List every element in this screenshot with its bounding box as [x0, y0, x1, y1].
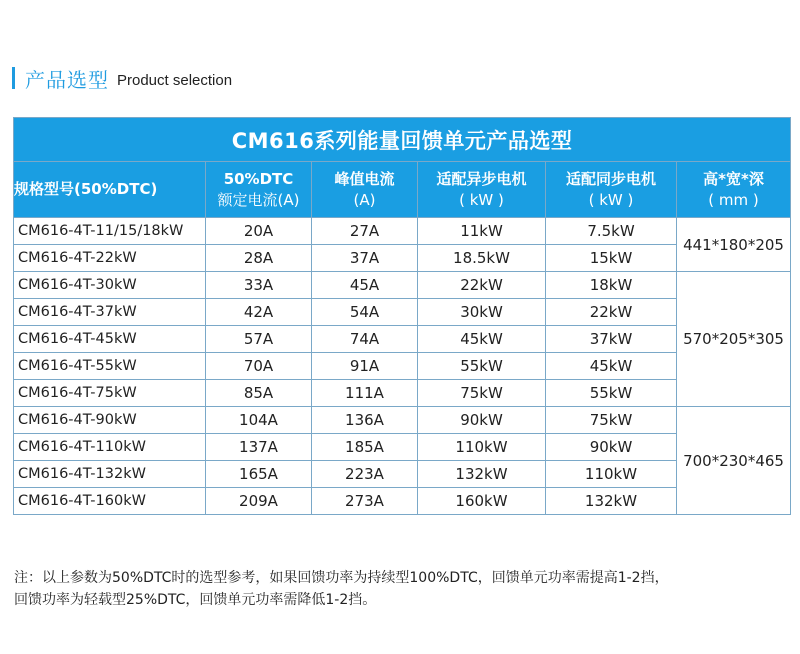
col-header-sublabel: (A) — [353, 190, 376, 209]
cell-model: CM616-4T-90kW — [14, 407, 206, 434]
cell-async-motor: 22kW — [418, 272, 546, 299]
cell-peak-current: 27A — [312, 218, 418, 245]
cell-peak-current: 37A — [312, 245, 418, 272]
table-row — [14, 434, 791, 461]
cell-sync-motor: 22kW — [546, 299, 677, 326]
note-line-1: 注：以上参数为50%DTC时的选型参考，如果回馈功率为持续型100%DTC，回馈单元功率需提高1-2挡， — [14, 570, 669, 586]
cell-sync-motor: 45kW — [546, 353, 677, 380]
cell-dimensions: 441*180*205 — [677, 218, 791, 272]
cell-peak-current: 273A — [312, 488, 418, 515]
cell-rated-current: 42A — [206, 299, 312, 326]
cell-async-motor: 132kW — [418, 461, 546, 488]
cell-model: CM616-4T-45kW — [14, 326, 206, 353]
cell-peak-current: 111A — [312, 380, 418, 407]
cell-model: CM616-4T-55kW — [14, 353, 206, 380]
cell-sync-motor: 15kW — [546, 245, 677, 272]
cell-sync-motor: 75kW — [546, 407, 677, 434]
cell-sync-motor: 90kW — [546, 434, 677, 461]
cell-async-motor: 160kW — [418, 488, 546, 515]
col-header-dimensions — [677, 162, 791, 218]
note-line-2: 回馈功率为轻载型25%DTC，回馈单元功率需降低1-2挡。 — [14, 592, 377, 608]
table-row — [14, 488, 791, 515]
heading-title-en: Product selection — [117, 72, 233, 89]
cell-async-motor: 55kW — [418, 353, 546, 380]
table-row — [14, 353, 791, 380]
cell-dimensions: 570*205*305 — [677, 272, 791, 407]
col-header-sublabel: ( kW ) — [459, 190, 504, 209]
col-header-model — [14, 162, 206, 218]
col-header-rated-current — [206, 162, 312, 218]
table-row — [14, 461, 791, 488]
cell-async-motor: 75kW — [418, 380, 546, 407]
cell-peak-current: 136A — [312, 407, 418, 434]
cell-sync-motor: 55kW — [546, 380, 677, 407]
cell-model: CM616-4T-11/15/18kW — [14, 218, 206, 245]
cell-model: CM616-4T-30kW — [14, 272, 206, 299]
col-header-label: 适配同步电机 — [565, 169, 656, 188]
col-header-label: 峰值电流 — [334, 169, 395, 188]
cell-model: CM616-4T-22kW — [14, 245, 206, 272]
cell-sync-motor: 132kW — [546, 488, 677, 515]
table-row — [14, 218, 791, 245]
cell-peak-current: 74A — [312, 326, 418, 353]
table-row — [14, 380, 791, 407]
cell-async-motor: 11kW — [418, 218, 546, 245]
cell-rated-current: 85A — [206, 380, 312, 407]
heading-title-zh: 产品选型 — [25, 67, 109, 92]
table-row — [14, 326, 791, 353]
cell-rated-current: 57A — [206, 326, 312, 353]
col-header-async-motor — [418, 162, 546, 218]
cell-model: CM616-4T-75kW — [14, 380, 206, 407]
cell-rated-current: 20A — [206, 218, 312, 245]
heading-accent-bar — [12, 67, 15, 89]
col-header-model-label: 规格型号(50%DTC) — [14, 180, 158, 198]
cell-sync-motor: 18kW — [546, 272, 677, 299]
cell-rated-current: 165A — [206, 461, 312, 488]
cell-rated-current: 70A — [206, 353, 312, 380]
cell-rated-current: 104A — [206, 407, 312, 434]
col-header-label: 高*宽*深 — [703, 169, 764, 188]
cell-model: CM616-4T-132kW — [14, 461, 206, 488]
cell-model: CM616-4T-37kW — [14, 299, 206, 326]
col-header-sublabel: 额定电流(A) — [217, 190, 300, 209]
cell-model: CM616-4T-110kW — [14, 434, 206, 461]
cell-rated-current: 137A — [206, 434, 312, 461]
col-header-sublabel: ( kW ) — [588, 190, 634, 209]
table-row — [14, 245, 791, 272]
col-header-sublabel: ( mm ) — [708, 190, 759, 209]
cell-async-motor: 90kW — [418, 407, 546, 434]
table-title: CM616系列能量回馈单元产品选型 — [14, 118, 791, 162]
cell-rated-current: 209A — [206, 488, 312, 515]
cell-peak-current: 91A — [312, 353, 418, 380]
cell-peak-current: 223A — [312, 461, 418, 488]
cell-peak-current: 45A — [312, 272, 418, 299]
table-row — [14, 272, 791, 299]
cell-rated-current: 33A — [206, 272, 312, 299]
col-header-label: 50%DTC — [223, 169, 294, 188]
cell-sync-motor: 37kW — [546, 326, 677, 353]
cell-model: CM616-4T-160kW — [14, 488, 206, 515]
cell-sync-motor: 7.5kW — [546, 218, 677, 245]
col-header-label: 适配异步电机 — [436, 169, 527, 188]
cell-dimensions: 700*230*465 — [677, 407, 791, 515]
product-selection-table — [13, 117, 791, 515]
cell-async-motor: 30kW — [418, 299, 546, 326]
cell-async-motor: 18.5kW — [418, 245, 546, 272]
cell-async-motor: 110kW — [418, 434, 546, 461]
cell-peak-current: 54A — [312, 299, 418, 326]
selection-note — [14, 567, 794, 611]
cell-async-motor: 45kW — [418, 326, 546, 353]
cell-peak-current: 185A — [312, 434, 418, 461]
cell-sync-motor: 110kW — [546, 461, 677, 488]
table-row — [14, 299, 791, 326]
col-header-sync-motor — [546, 162, 677, 218]
section-heading — [12, 63, 232, 93]
cell-rated-current: 28A — [206, 245, 312, 272]
col-header-peak-current — [312, 162, 418, 218]
table-row — [14, 407, 791, 434]
